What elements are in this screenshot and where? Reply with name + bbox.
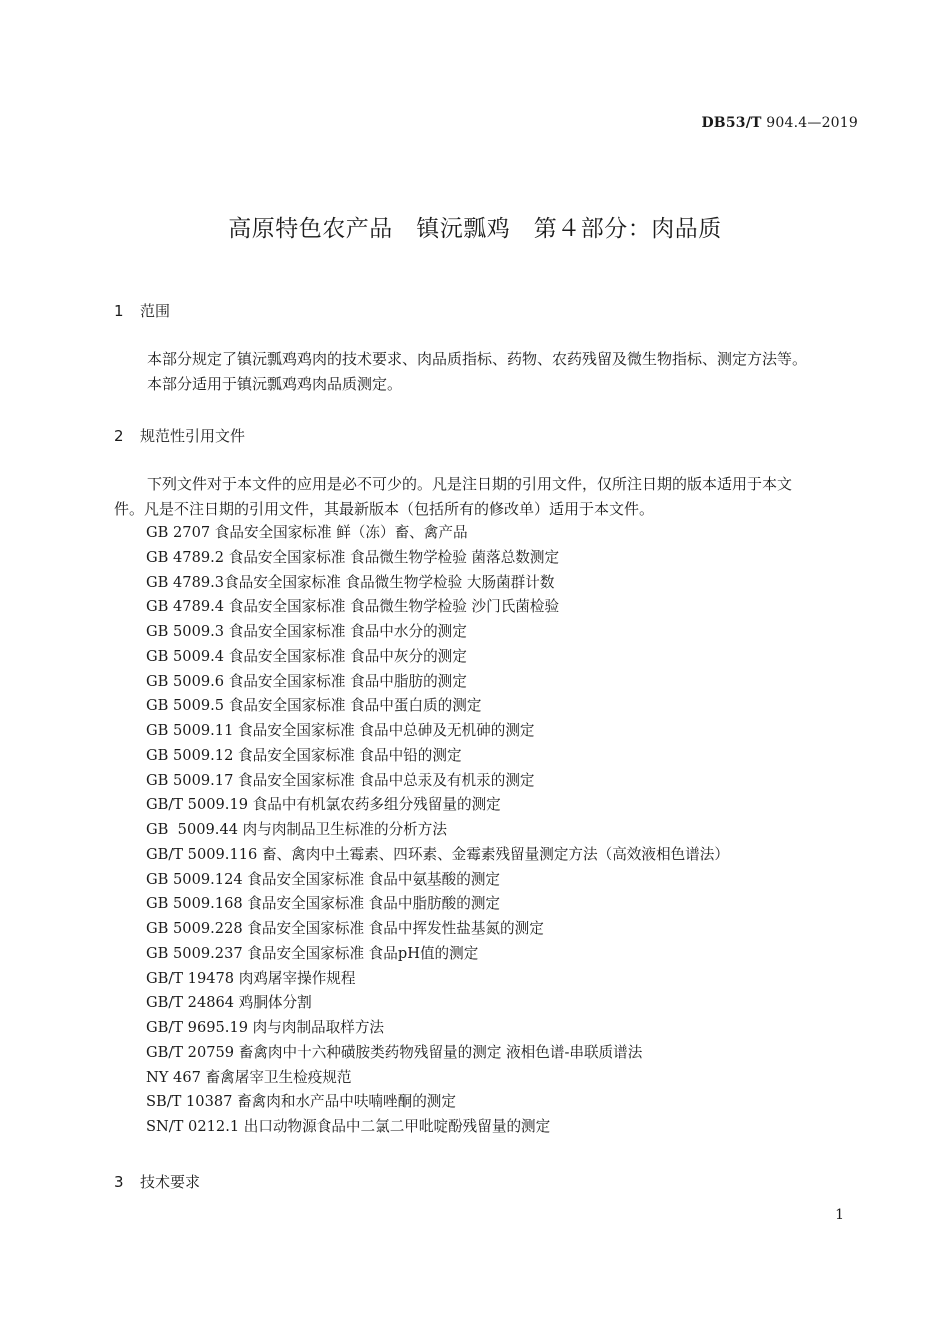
section-3-title: 技术要求	[140, 1173, 201, 1191]
reference-item: GB 5009.237 食品安全国家标准 食品pH值的测定	[146, 944, 479, 962]
section-2-intro-line-2: 件。凡是不注日期的引用文件，其最新版本（包括所有的修改单）适用于本文件。	[114, 499, 655, 518]
section-1-body	[114, 347, 862, 396]
reference-item: GB 4789.2 食品安全国家标准 食品微生物学检验 菌落总数测定	[146, 548, 560, 566]
standard-code-number: 904.4—2019	[761, 115, 858, 131]
standard-code	[701, 115, 858, 131]
reference-item: GB 5009.5 食品安全国家标准 食品中蛋白质的测定	[146, 697, 482, 715]
reference-item: GB 4789.3食品安全国家标准 食品微生物学检验 大肠菌群计数	[146, 573, 555, 591]
section-3-number: 3	[114, 1173, 124, 1191]
section-2-number: 2	[114, 427, 124, 445]
reference-item: GB/T 24864 鸡胴体分割	[146, 994, 312, 1012]
section-2-intro-line-1: 下列文件对于本文件的应用是必不可少的。凡是注日期的引用文件，仅所注日期的版本适用于本文	[147, 475, 793, 493]
reference-item: GB 5009.17 食品安全国家标准 食品中总汞及有机汞的测定	[146, 771, 535, 789]
reference-item: GB 5009.228 食品安全国家标准 食品中挥发性盐基氮的测定	[146, 920, 544, 937]
reference-item: GB/T 19478 肉鸡屠宰操作规程	[146, 969, 356, 987]
section-3-heading	[114, 1171, 200, 1192]
reference-item: GB/T 20759 畜禽肉中十六种磺胺类药物残留量的测定 液相色谱-串联质谱法	[146, 1043, 643, 1061]
reference-item: GB 5009.4 食品安全国家标准 食品中灰分的测定	[146, 647, 467, 665]
section-1-title: 范围	[140, 302, 171, 320]
page-number: 1	[835, 1207, 844, 1223]
reference-item: SB/T 10387 畜禽肉和水产品中呋喃唑酮的测定	[146, 1093, 456, 1111]
reference-item: GB/T 9695.19 肉与肉制品取样方法	[146, 1019, 385, 1036]
reference-item: GB/T 5009.19 食品中有机氯农药多组分残留量的测定	[146, 796, 501, 814]
reference-item: SN/T 0212.1 出口动物源食品中二氯二甲吡啶酚残留量的测定	[146, 1118, 551, 1135]
reference-item: GB 2707 食品安全国家标准 鲜（冻）畜、禽产品	[146, 524, 468, 541]
section-2-title: 规范性引用文件	[140, 427, 246, 445]
reference-item: GB 5009.3 食品安全国家标准 食品中水分的测定	[146, 623, 467, 640]
section-1-paragraph-2: 本部分适用于镇沅瓢鸡鸡肉品质测定。	[147, 374, 403, 393]
section-1-heading	[114, 300, 170, 321]
section-1-paragraph-1: 本部分规定了镇沅瓢鸡鸡肉的技术要求、肉品质指标、药物、农药残留及微生物指标、测定方法等。	[147, 350, 808, 368]
reference-item: GB 5009.11 食品安全国家标准 食品中总砷及无机砷的测定	[146, 722, 535, 739]
section-2-heading	[114, 425, 245, 446]
standard-code-prefix: DB53/T	[701, 115, 762, 131]
reference-item: GB 4789.4 食品安全国家标准 食品微生物学检验 沙门氏菌检验	[146, 598, 560, 616]
normative-references-list	[146, 521, 729, 1140]
section-2-intro	[114, 472, 862, 521]
reference-item: NY 467 畜禽屠宰卫生检疫规范	[146, 1068, 352, 1086]
reference-item: GB 5009.124 食品安全国家标准 食品中氨基酸的测定	[146, 870, 501, 888]
reference-item: GB 5009.12 食品安全国家标准 食品中铅的测定	[146, 746, 462, 764]
document-title: 高原特色农产品 镇沅瓢鸡 第４部分：肉品质	[228, 216, 722, 242]
reference-item: GB 5009.6 食品安全国家标准 食品中脂肪的测定	[146, 672, 467, 690]
reference-item: GB 5009.168 食品安全国家标准 食品中脂肪酸的测定	[146, 895, 501, 913]
reference-item: GB 5009.44 肉与肉制品卫生标准的分析方法	[146, 821, 447, 838]
reference-item: GB/T 5009.116 畜、禽肉中土霉素、四环素、金霉素残留量测定方法（高效液相色谱法）	[146, 845, 729, 863]
section-1-number: 1	[114, 302, 124, 320]
